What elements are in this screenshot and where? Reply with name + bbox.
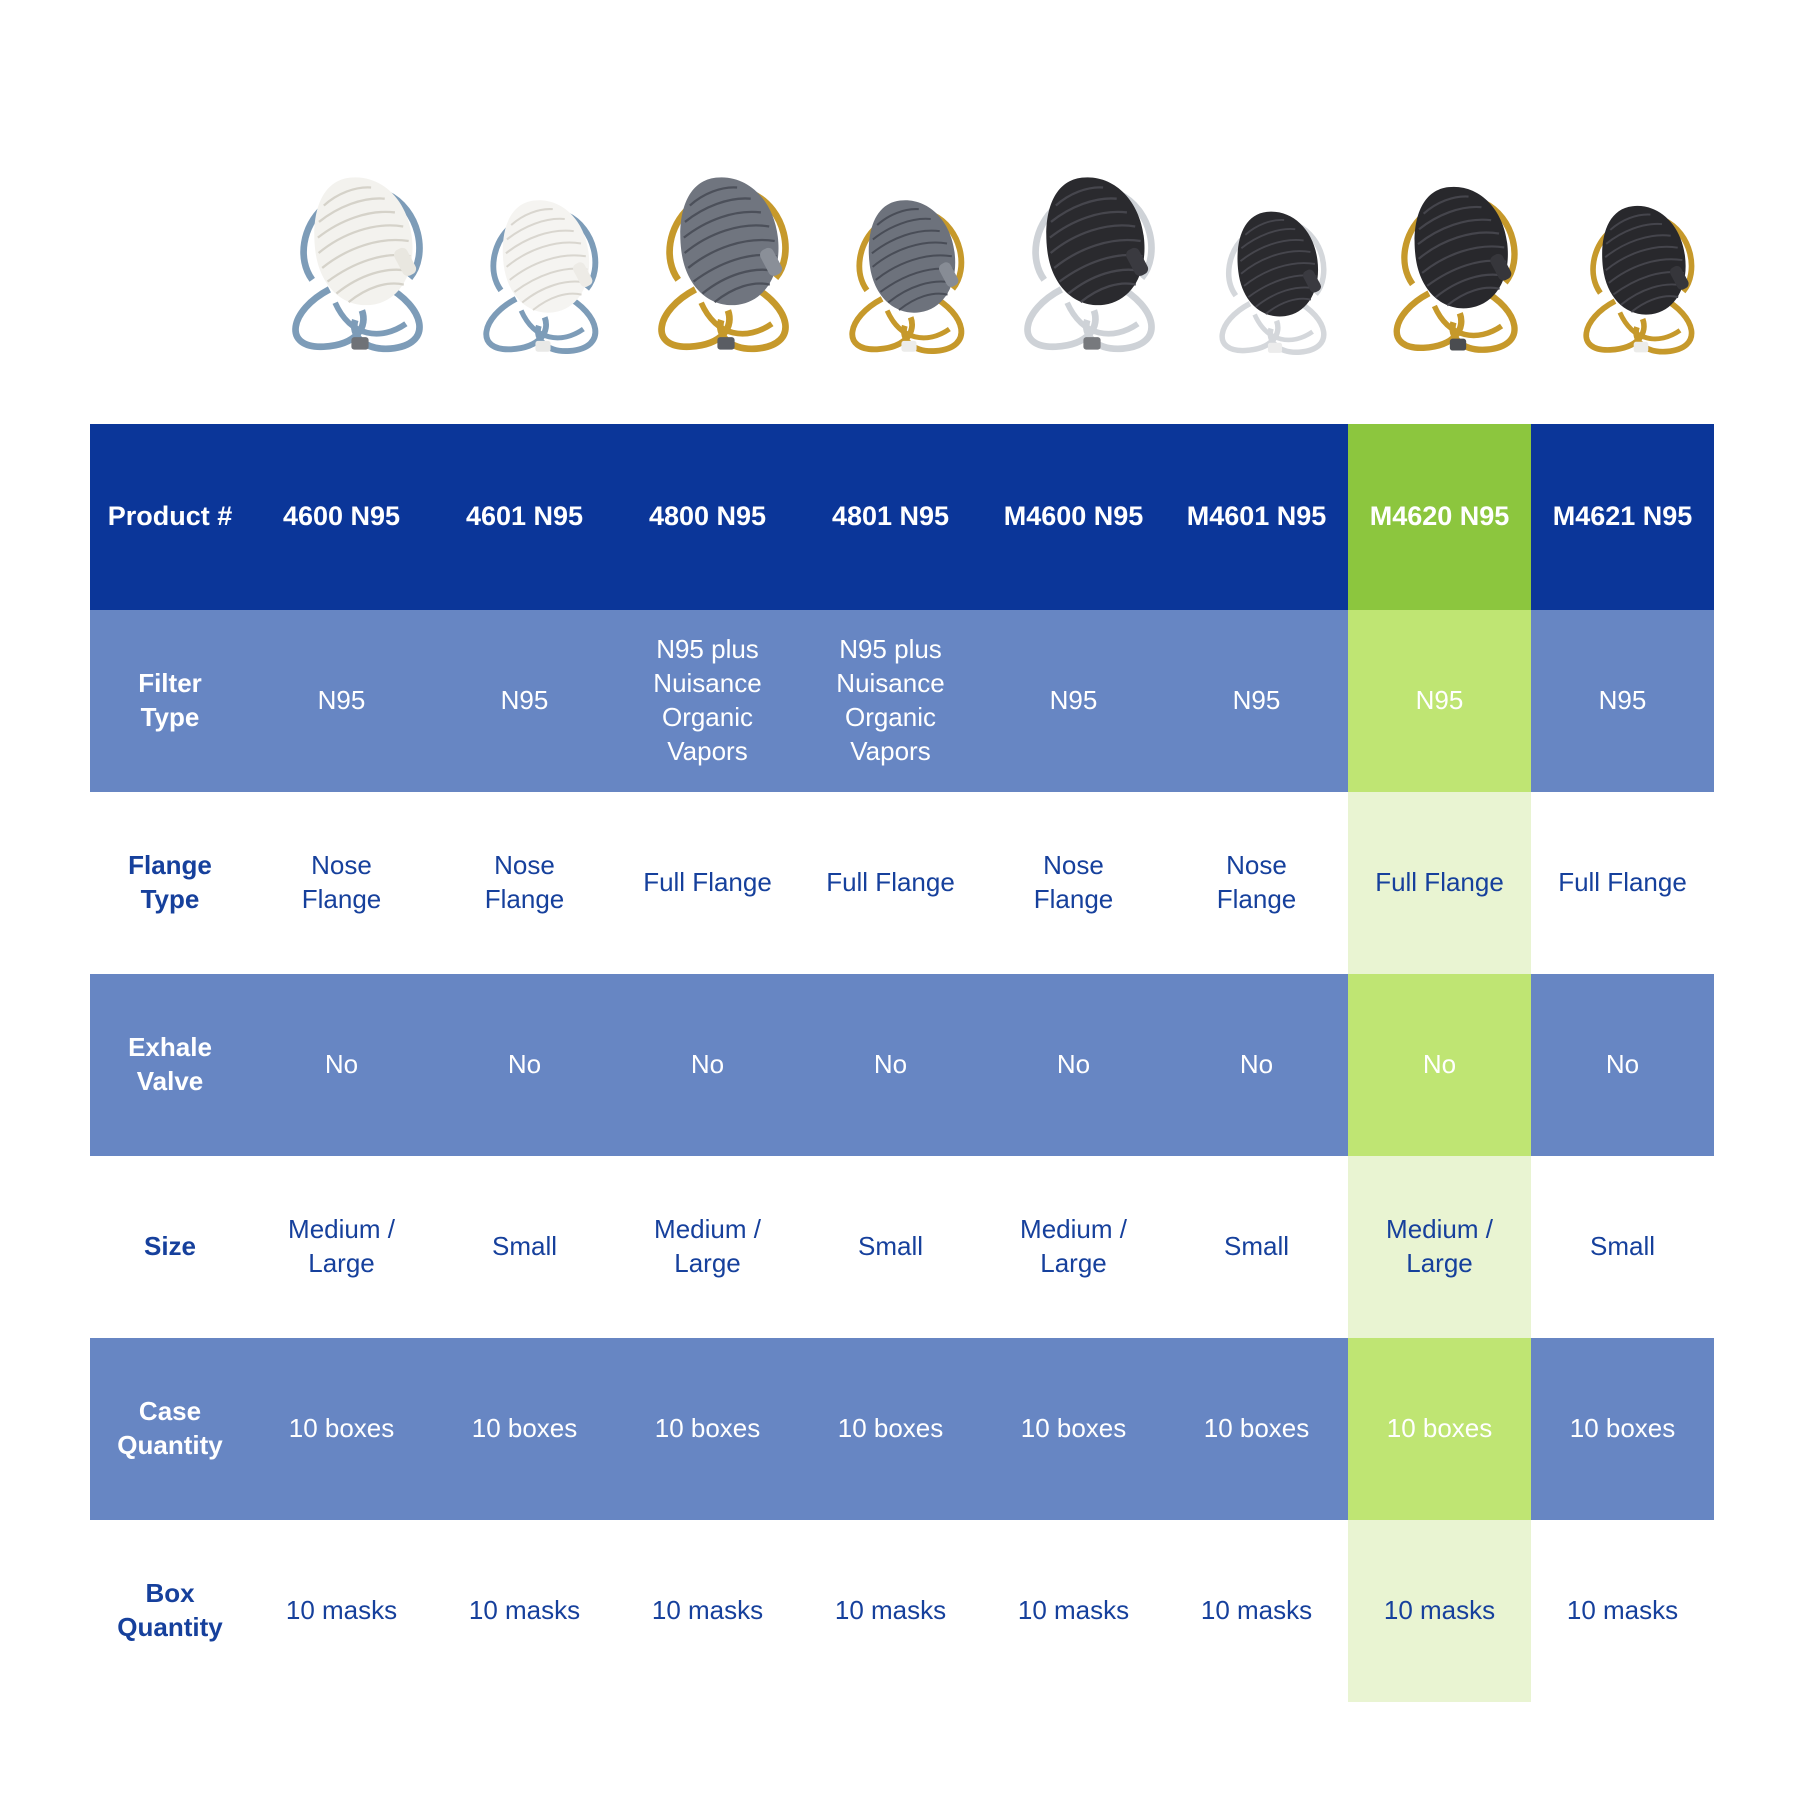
box-cell-4600 — [250, 1520, 433, 1702]
respirator-mask-icon — [1567, 193, 1713, 368]
cell-value: 10 masks — [1566, 1595, 1679, 1626]
row-label: Exhale Valve — [128, 1032, 212, 1096]
product-photo-m4621 — [1549, 158, 1732, 368]
cell-value: N95 — [1049, 685, 1098, 716]
size-cell-m4621 — [1531, 1156, 1714, 1338]
flange-cell-4601 — [433, 792, 616, 974]
filter-cell-m4621 — [1531, 610, 1714, 792]
case-cell-m4620-highlighted — [1348, 1338, 1531, 1520]
cell-value: No — [873, 1049, 908, 1080]
size-cell-m4620-highlighted — [1348, 1156, 1531, 1338]
filter-cell-m4601 — [1165, 610, 1348, 792]
respirator-mask-icon — [1204, 199, 1345, 368]
product-name: M4601 N95 — [1186, 501, 1327, 532]
header-cell-m4601 — [1165, 424, 1348, 610]
cell-value: No — [1605, 1049, 1640, 1080]
flange-cell-m4600 — [982, 792, 1165, 974]
respirator-mask-icon — [833, 187, 984, 368]
exhale-cell-m4621 — [1531, 974, 1714, 1156]
cell-value: 10 masks — [1200, 1595, 1313, 1626]
cell-value: No — [507, 1049, 542, 1080]
header-label: Product # — [107, 501, 233, 532]
cell-value: N95 — [1415, 685, 1464, 716]
comparison-table — [90, 424, 1714, 1702]
filter-cell-4600 — [250, 610, 433, 792]
cell-value: Full Flange — [826, 867, 955, 898]
filter-type-label-cell — [90, 610, 250, 792]
flange-cell-4801 — [799, 792, 982, 974]
product-photo-4800 — [634, 158, 817, 368]
case-cell-m4621 — [1531, 1338, 1714, 1520]
cell-value: Nose Flange — [1033, 850, 1114, 914]
size-cell-4801 — [799, 1156, 982, 1338]
cell-value: 10 boxes — [1386, 1413, 1493, 1444]
box-cell-m4621 — [1531, 1520, 1714, 1702]
box-cell-m4601 — [1165, 1520, 1348, 1702]
exhale-cell-4801 — [799, 974, 982, 1156]
flange-type-label-cell — [90, 792, 250, 974]
box-cell-4801 — [799, 1520, 982, 1702]
cell-value: 10 masks — [1383, 1595, 1496, 1626]
cell-value: Nose Flange — [1216, 850, 1297, 914]
cell-value: Medium / Large — [288, 1214, 395, 1278]
exhale-valve-label-cell — [90, 974, 250, 1156]
row-label: Box Quantity — [117, 1578, 223, 1642]
flange-cell-m4621 — [1531, 792, 1714, 974]
cell-value: N95 — [317, 685, 366, 716]
cell-value: 10 boxes — [1203, 1413, 1310, 1444]
cell-value: Full Flange — [1375, 867, 1504, 898]
cell-value: Full Flange — [1558, 867, 1687, 898]
case-cell-m4600 — [982, 1338, 1165, 1520]
filter-cell-m4620-highlighted — [1348, 610, 1531, 792]
header-cell-m4621 — [1531, 424, 1714, 610]
cell-value: 10 boxes — [837, 1413, 944, 1444]
product-name: M4620 N95 — [1369, 501, 1510, 532]
product-name: 4801 N95 — [831, 501, 950, 532]
respirator-mask-icon — [274, 162, 446, 368]
product-photo-4600 — [268, 158, 451, 368]
cell-value: Small — [1589, 1231, 1655, 1262]
cell-value: Medium / Large — [654, 1214, 761, 1278]
case-cell-4801 — [799, 1338, 982, 1520]
cell-value: 10 masks — [1017, 1595, 1130, 1626]
filter-cell-4801 — [799, 610, 982, 792]
product-photo-4801 — [817, 158, 1000, 368]
cell-value: No — [1239, 1049, 1274, 1080]
cell-value: 10 masks — [834, 1595, 947, 1626]
header-cell-m4620-highlighted — [1348, 424, 1531, 610]
box-cell-4601 — [433, 1520, 616, 1702]
filter-cell-4800 — [616, 610, 799, 792]
row-label: Filter Type — [138, 668, 202, 732]
size-cell-m4601 — [1165, 1156, 1348, 1338]
respirator-mask-icon — [1376, 172, 1539, 368]
cell-value: Small — [857, 1231, 923, 1262]
cell-value: 10 boxes — [288, 1413, 395, 1444]
product-name: 4800 N95 — [648, 501, 767, 532]
cell-value: Medium / Large — [1386, 1214, 1493, 1278]
cell-value: N95 plus Nuisance Organic Vapors — [836, 634, 945, 766]
case-cell-4800 — [616, 1338, 799, 1520]
filter-cell-4601 — [433, 610, 616, 792]
size-cell-4601 — [433, 1156, 616, 1338]
header-cell-4801 — [799, 424, 982, 610]
exhale-cell-m4620-highlighted — [1348, 974, 1531, 1156]
cell-value: 10 boxes — [654, 1413, 761, 1444]
box-cell-m4600 — [982, 1520, 1165, 1702]
cell-value: N95 plus Nuisance Organic Vapors — [653, 634, 762, 766]
product-name: 4600 N95 — [282, 501, 401, 532]
exhale-cell-m4601 — [1165, 974, 1348, 1156]
flange-cell-m4620-highlighted — [1348, 792, 1531, 974]
flange-cell-m4601 — [1165, 792, 1348, 974]
product-name: 4601 N95 — [465, 501, 584, 532]
size-label-cell — [90, 1156, 250, 1338]
cell-value: Nose Flange — [484, 850, 565, 914]
cell-value: No — [324, 1049, 359, 1080]
flange-cell-4600 — [250, 792, 433, 974]
cell-value: N95 — [1598, 685, 1647, 716]
cell-value: Full Flange — [643, 867, 772, 898]
respirator-mask-icon — [1006, 162, 1178, 368]
product-photo-m4620 — [1366, 158, 1549, 368]
respirator-mask-icon — [640, 162, 812, 368]
cell-value: 10 masks — [468, 1595, 581, 1626]
cell-value: 10 masks — [651, 1595, 764, 1626]
product-photo-4601 — [451, 158, 634, 368]
product-name: M4621 N95 — [1552, 501, 1693, 532]
filter-cell-m4600 — [982, 610, 1165, 792]
case-cell-4600 — [250, 1338, 433, 1520]
cell-value: N95 — [500, 685, 549, 716]
header-label-cell — [90, 424, 250, 610]
header-cell-4800 — [616, 424, 799, 610]
cell-value: 10 boxes — [471, 1413, 578, 1444]
case-cell-m4601 — [1165, 1338, 1348, 1520]
cell-value: N95 — [1232, 685, 1281, 716]
case-cell-4601 — [433, 1338, 616, 1520]
product-name: M4600 N95 — [1003, 501, 1144, 532]
box-cell-m4620-highlighted — [1348, 1520, 1531, 1702]
cell-value: Small — [491, 1231, 557, 1262]
respirator-mask-icon — [467, 187, 618, 368]
cell-value: 10 boxes — [1569, 1413, 1676, 1444]
product-photo-m4600 — [1000, 158, 1183, 368]
header-cell-4600 — [250, 424, 433, 610]
size-cell-4600 — [250, 1156, 433, 1338]
size-cell-m4600 — [982, 1156, 1165, 1338]
header-cell-4601 — [433, 424, 616, 610]
row-label: Flange Type — [128, 850, 212, 914]
flange-cell-4800 — [616, 792, 799, 974]
cell-value: 10 masks — [285, 1595, 398, 1626]
exhale-cell-4800 — [616, 974, 799, 1156]
cell-value: No — [1422, 1049, 1457, 1080]
row-label: Case Quantity — [117, 1396, 223, 1460]
cell-value: No — [1056, 1049, 1091, 1080]
product-photos-row — [0, 0, 1800, 420]
cell-value: No — [690, 1049, 725, 1080]
exhale-cell-m4600 — [982, 974, 1165, 1156]
row-label: Size — [143, 1231, 197, 1262]
header-cell-m4600 — [982, 424, 1165, 610]
case-quantity-label-cell — [90, 1338, 250, 1520]
cell-value: Nose Flange — [301, 850, 382, 914]
cell-value: 10 boxes — [1020, 1413, 1127, 1444]
exhale-cell-4601 — [433, 974, 616, 1156]
box-quantity-label-cell — [90, 1520, 250, 1702]
box-cell-4800 — [616, 1520, 799, 1702]
product-photo-m4601 — [1183, 158, 1366, 368]
cell-value: Small — [1223, 1231, 1289, 1262]
size-cell-4800 — [616, 1156, 799, 1338]
exhale-cell-4600 — [250, 974, 433, 1156]
cell-value: Medium / Large — [1020, 1214, 1127, 1278]
